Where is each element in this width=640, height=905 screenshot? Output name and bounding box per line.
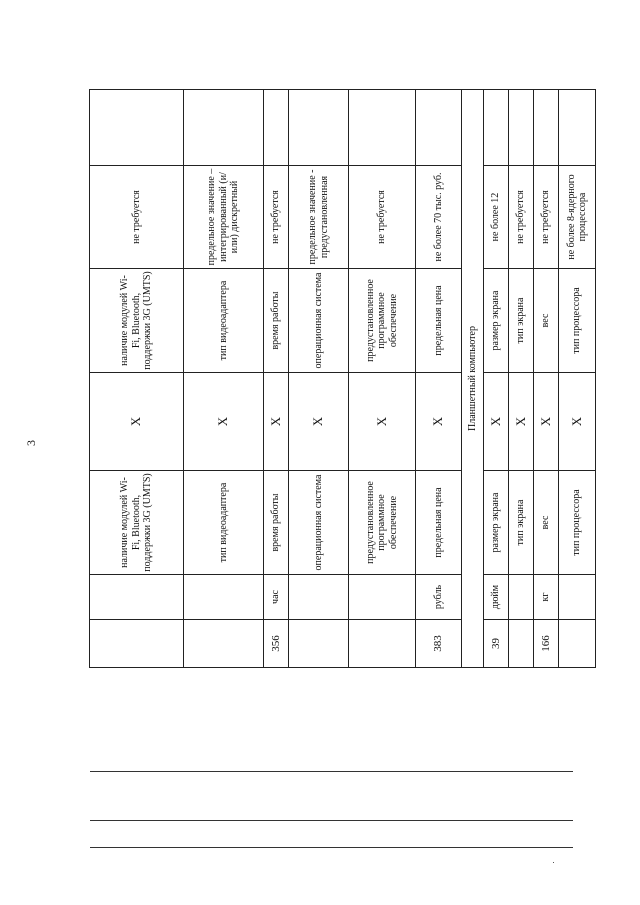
table-row — [484, 90, 509, 668]
page-number: 3 — [24, 440, 38, 446]
row-code — [289, 620, 349, 668]
table-row — [416, 90, 462, 668]
row-code — [90, 620, 184, 668]
row-extra — [559, 90, 596, 166]
row-mark: X — [184, 373, 264, 471]
row-value: не более 12 — [484, 166, 509, 269]
row-value: не более 70 тыс. руб. — [416, 166, 462, 269]
row-value: не более 8-ядерного процессора — [559, 166, 596, 269]
row-extra — [264, 90, 289, 166]
row-value: предельное значение - предустановленная — [289, 166, 349, 269]
row-unit — [509, 575, 534, 620]
row-value: не требуется — [509, 166, 534, 269]
row-parameter: наличие модулей Wi-Fi, Bluetooth, поддержки 3G (UMTS) — [90, 269, 184, 373]
row-code: 166 — [534, 620, 559, 668]
table-row — [264, 90, 289, 668]
row-parameter: предельная цена — [416, 269, 462, 373]
row-mark: X — [90, 373, 184, 471]
row-code — [184, 620, 264, 668]
row-unit — [349, 575, 416, 620]
row-extra — [509, 90, 534, 166]
row-parameter: вес — [534, 269, 559, 373]
table-row — [184, 90, 264, 668]
row-characteristic: предельная цена — [416, 471, 462, 575]
row-mark: X — [264, 373, 289, 471]
signature-line — [90, 771, 573, 772]
table-row — [559, 90, 596, 668]
row-characteristic: тип процессора — [559, 471, 596, 575]
row-unit: дюйм — [484, 575, 509, 620]
row-mark: X — [289, 373, 349, 471]
row-mark: X — [509, 373, 534, 471]
row-extra — [289, 90, 349, 166]
row-mark: X — [349, 373, 416, 471]
scan-speck — [553, 862, 554, 863]
row-characteristic: предустановленное программное обеспечение — [349, 471, 416, 575]
row-characteristic: время работы — [264, 471, 289, 575]
row-value: не требуется — [534, 166, 559, 269]
row-parameter: тип видеоадаптера — [184, 269, 264, 373]
table-row — [349, 90, 416, 668]
signature-line — [90, 820, 573, 821]
row-value: не требуется — [90, 166, 184, 269]
row-extra — [90, 90, 184, 166]
row-mark: X — [559, 373, 596, 471]
row-code — [349, 620, 416, 668]
row-code — [509, 620, 534, 668]
row-characteristic: тип экрана — [509, 471, 534, 575]
row-extra — [416, 90, 462, 166]
row-mark: X — [534, 373, 559, 471]
row-parameter: размер экрана — [484, 269, 509, 373]
table-row — [289, 90, 349, 668]
row-extra — [534, 90, 559, 166]
row-parameter: тип экрана — [509, 269, 534, 373]
row-mark: X — [416, 373, 462, 471]
section-row — [462, 90, 484, 668]
row-unit — [289, 575, 349, 620]
row-unit — [559, 575, 596, 620]
row-characteristic: тип видеоадаптера — [184, 471, 264, 575]
row-unit: час — [264, 575, 289, 620]
row-code: 39 — [484, 620, 509, 668]
row-extra — [349, 90, 416, 166]
row-extra — [184, 90, 264, 166]
row-value: предельное значение – интегрированный (и/или) дискретный — [184, 166, 264, 269]
row-code: 383 — [416, 620, 462, 668]
row-unit — [184, 575, 264, 620]
row-extra — [484, 90, 509, 166]
row-parameter: тип процессора — [559, 269, 596, 373]
row-unit: рубль — [416, 575, 462, 620]
spec-table-rotated — [89, 90, 588, 668]
signature-line — [90, 847, 573, 848]
table-row — [509, 90, 534, 668]
section-title: Планшетный компьютер — [462, 90, 484, 668]
spec-table — [89, 89, 596, 668]
row-parameter: время работы — [264, 269, 289, 373]
row-code — [559, 620, 596, 668]
table-row — [90, 90, 184, 668]
row-code: 356 — [264, 620, 289, 668]
row-characteristic: вес — [534, 471, 559, 575]
row-value: не требуется — [264, 166, 289, 269]
table-row — [534, 90, 559, 668]
row-mark: X — [484, 373, 509, 471]
row-parameter: операционная система — [289, 269, 349, 373]
row-unit — [90, 575, 184, 620]
row-value: не требуется — [349, 166, 416, 269]
row-characteristic: размер экрана — [484, 471, 509, 575]
row-unit: кг — [534, 575, 559, 620]
row-characteristic: наличие модулей Wi-Fi, Bluetooth, поддержки 3G (UMTS) — [90, 471, 184, 575]
row-characteristic: операционная система — [289, 471, 349, 575]
row-parameter: предустановленное программное обеспечение — [349, 269, 416, 373]
